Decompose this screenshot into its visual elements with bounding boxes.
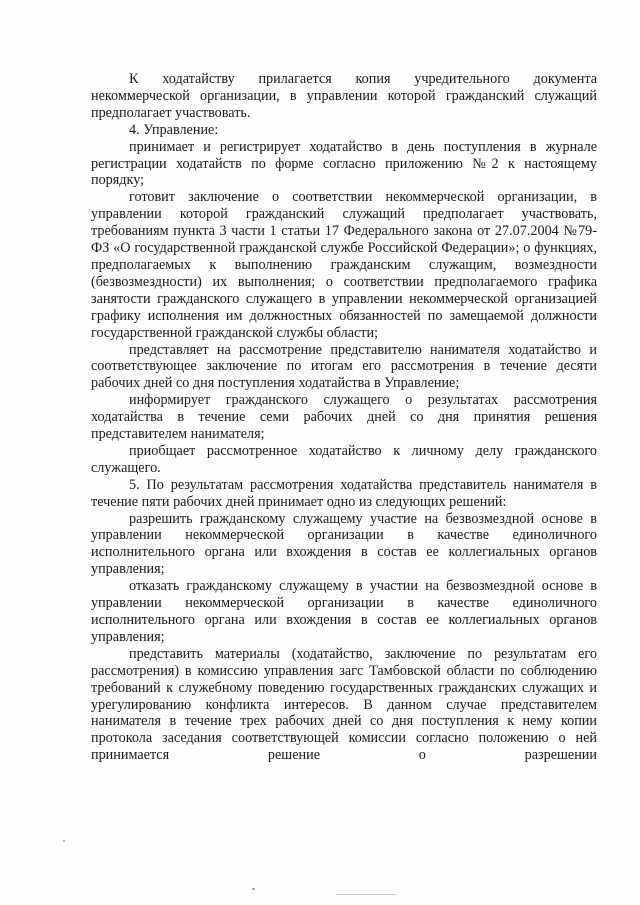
paragraph-section-5-heading: 5. По результатам рассмотрения ходатайства представитель нанимателя в течение пяти рабочих дней принимает одно из следующих решений:	[91, 476, 597, 510]
paragraph-conclusion: готовит заключение о соответствии некоммерческой организации, в управлении которой гражданский служащий предполагает участвовать, требованиям пункта 3 части 1 статьи 17 Федерального закона от 27.07.2004 №79-ФЗ «О государственной гражданской службе Российской Федерации»; о функциях, предполагаемых к выполнению гражданским служащим, возмездности (безвозмездности) их выполнения; о соответствии предполагаемого графика занятости гражданского служащего в управлении некоммерческой организацией графику исполнения им должностных обязанностей по замещаемой должности государственной гражданской службы области;	[91, 189, 597, 341]
scan-artifact	[252, 888, 255, 890]
document-body	[91, 71, 597, 764]
paragraph-section-4-heading: 4. Управление:	[129, 121, 219, 138]
paragraph-attachment: К ходатайству прилагается копия учредительного документа некоммерческой организации, в управлении которой гражданский служащий предполагает участвовать.	[91, 71, 597, 121]
paragraph-decision-permit: разрешить гражданскому служащему участие на безвозмездной основе в управлении некоммерческой организации в качестве единоличного исполнительного органа или вхождения в состав ее коллегиальных органов управления;	[91, 510, 597, 578]
paragraph-filing: приобщает рассмотренное ходатайство к личному делу гражданского служащего.	[91, 442, 597, 476]
scan-artifact	[336, 894, 396, 895]
paragraph-notification: информирует гражданского служащего о результатах рассмотрения ходатайства в течение семи рабочих дней со дня принятия решения представителем нанимателя;	[91, 392, 597, 443]
paragraph-decision-commission: представить материалы (ходатайство, заключение по результатам его рассмотрения) в комиссию управления загс Тамбовской области по соблюдению требований к служебному поведению государственных гражданских служащих и урегулированию конфликта интересов. В данном случае представителем нанимателя в течение трех рабочих дней со дня поступления к нему копии протокола заседания соответствующей комиссии согласно положению о ней принимается решение о разрешении	[91, 645, 597, 764]
paragraph-registration: принимает и регистрирует ходатайство в день поступления в журнале регистрации ходатайств по форме согласно приложению №2 к настоящему порядку;	[91, 138, 597, 189]
paragraph-decision-refuse: отказать гражданскому служащему в участии на безвозмездной основе в управлении некоммерческой организации в качестве единоличного исполнительного органа или вхождения в состав ее коллегиальных органов управления;	[91, 578, 597, 645]
paragraph-submission: представляет на рассмотрение представителю нанимателя ходатайство и соответствующее заключение по итогам его рассмотрения в течение десяти рабочих дней со дня поступления ходатайства в Управление;	[91, 341, 597, 392]
scan-artifact	[63, 840, 65, 842]
